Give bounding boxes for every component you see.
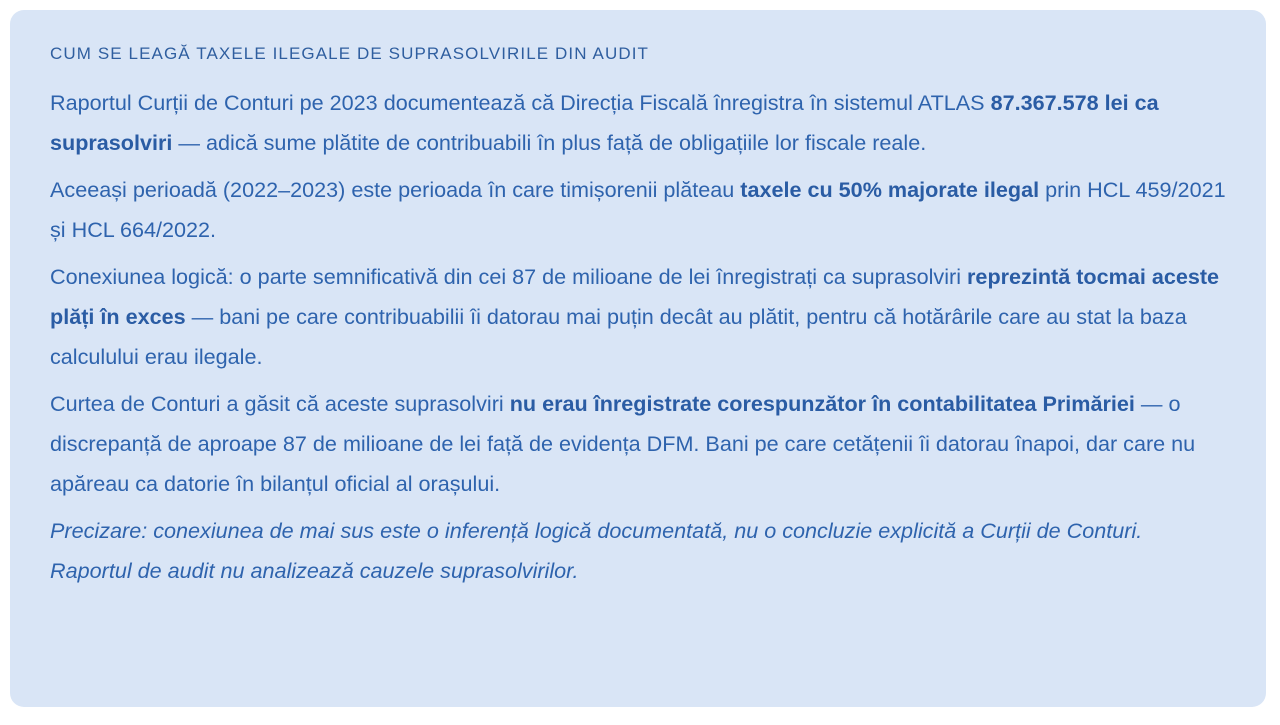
paragraph-text: Curtea de Conturi a găsit că aceste suprasolviri <box>50 391 510 416</box>
paragraph-text: — o discrepanță de aproape 87 de milioane de lei față de evidența DFM. Bani pe care cetățenii îi datorau înapoi, dar care nu apăreau ca datorie în bilanțul oficial al orașului. <box>50 391 1196 496</box>
paragraph-audit-report <box>50 83 1226 163</box>
card-heading: CUM SE LEAGĂ TAXELE ILEGALE DE SUPRASOLVIRILE DIN AUDIT <box>50 44 650 63</box>
paragraph-logical-connection <box>50 257 1226 377</box>
paragraph-text: prin HCL 459/2021 și HCL 664/2022. <box>50 177 1226 242</box>
paragraph-highlight: reprezintă tocmai aceste plăți în exces <box>50 264 1220 329</box>
paragraph-text: Raportul Curții de Conturi pe 2023 documentează că Direcția Fiscală înregistra în sistemul ATLAS <box>50 90 991 115</box>
paragraph-period <box>50 170 1226 250</box>
paragraph-highlight: taxele cu 50% majorate ilegal <box>740 177 1040 202</box>
disclaimer-note: Precizare: conexiunea de mai sus este o inferență logică documentată, nu o concluzie explicită a Curții de Conturi. Raportul de audit nu analizează cauzele suprasolvirilor. <box>50 518 1143 583</box>
paragraph-text: Conexiunea logică: o parte semnificativă din cei 87 de milioane de lei înregistrați ca suprasolviri <box>50 264 968 289</box>
paragraph-text: — bani pe care contribuabilii îi datorau mai puțin decât au plătit, pentru că hotărârile care au stat la baza calculului erau ilegale. <box>50 304 1187 369</box>
paragraph-highlight: nu erau înregistrate corespunzător în contabilitatea Primăriei <box>509 391 1135 416</box>
paragraph-court-findings <box>50 384 1226 504</box>
paragraph-highlight: 87.367.578 lei ca suprasolviri <box>50 90 1159 155</box>
paragraph-text: — adică sume plătite de contribuabili în plus față de obligațiile lor fiscale reale. <box>172 130 927 155</box>
paragraph-text: Aceeași perioadă (2022–2023) este perioada în care timișorenii plăteau <box>50 177 741 202</box>
info-card <box>10 10 1266 707</box>
